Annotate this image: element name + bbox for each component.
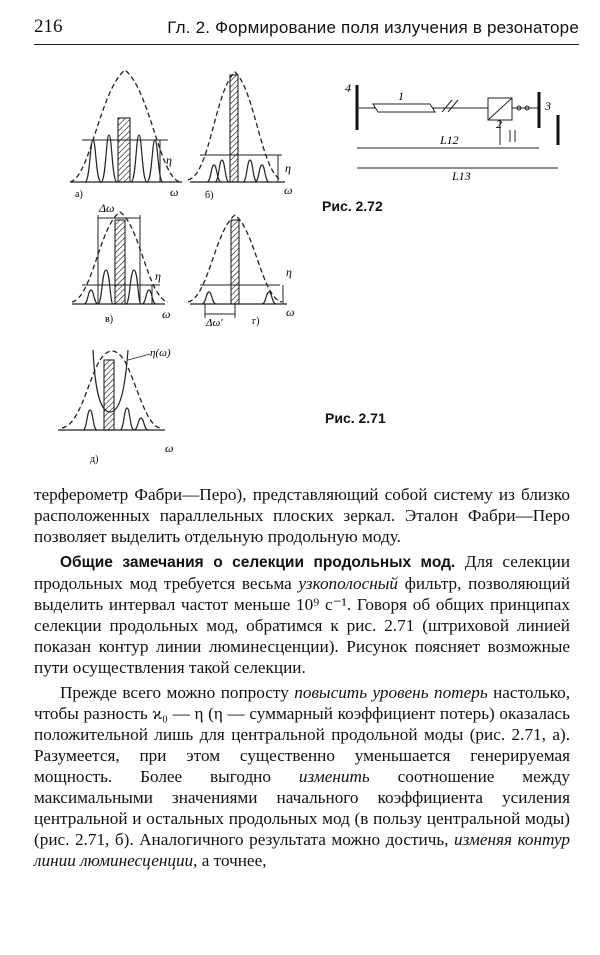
paragraph-3 — [34, 682, 570, 871]
eta-of-omega-label: η(ω) — [150, 347, 171, 359]
text-run: , а точнее, — [193, 851, 267, 870]
label-1: 1 — [398, 89, 404, 103]
panel-e-label: д) — [90, 454, 99, 465]
panel-a-label: а) — [75, 189, 83, 200]
label-l13: L13 — [452, 169, 471, 183]
delta-omega-prime-label: Δω′ — [206, 317, 223, 329]
page-number: 216 — [34, 16, 63, 37]
caption-fig-272: Рис. 2.72 — [322, 198, 383, 214]
eta-label: η — [166, 153, 172, 167]
emphasis: изменить — [298, 767, 370, 786]
text-run: настолько, чтобы разность ϰ₀ — η (η — суммарный коэффициент потерь) оказалась положительной лишь для центральной продольной моды (рис. 2.71, а). Разумеется, при этом существенно уменьшается генерируемая мощность. Более выгодно — [34, 683, 570, 786]
panel-c — [72, 201, 170, 325]
omega-label: ω — [284, 183, 293, 197]
panel-b — [188, 72, 292, 201]
paragraph-1: терферометр Фабри—Перо), представляющий собой систему из близко расположенных параллельных плоских зеркал. Эталон Фабри—Перо позволяет выделить отдельную продольную моду. — [34, 485, 570, 546]
text-run: соотношение между максимальными значениями начального коэффициента усиления центральной и остальных продольных мод (в пользу центральной моды) (рис. 2.71, б). Аналогичного результата можно достичь, — [34, 767, 571, 849]
eta-label: η — [285, 161, 291, 175]
caption-fig-271: Рис. 2.71 — [325, 410, 386, 426]
omega-label: ω — [162, 307, 171, 321]
panel-d — [188, 215, 294, 329]
eta-label: η — [155, 269, 161, 283]
label-2: 2 — [496, 117, 502, 131]
fig-272-schematic — [345, 81, 558, 183]
text-run: Прежде всего можно попросту — [60, 683, 289, 702]
body-text — [34, 484, 570, 871]
panel-b-label: б) — [205, 190, 214, 201]
label-3: 3 — [545, 99, 551, 113]
text-run: Для селекции продольных мод требуется весьма — [34, 552, 571, 593]
omega-label: ω — [170, 185, 179, 199]
label-l12: L12 — [440, 133, 459, 147]
delta-omega-label: Δω — [99, 201, 115, 215]
text-run: фильтр, позволяющий выделить интервал частот меньше 10⁹ с⁻¹. Говоря об общих принципах селекции продольных мод, обратимся к рис. 2.71 (штриховой линией показан контур линии люминесценции). Рисунок поясняет возможные пути осуществления такой селекции. — [34, 574, 571, 677]
emphasis: узкополосный — [298, 574, 399, 593]
panel-d-label: г) — [252, 316, 260, 327]
panel-e — [58, 347, 173, 465]
emphasis: изменяя контур линии люминесценции — [34, 830, 570, 870]
paragraph-2 — [34, 551, 570, 678]
label-4: 4 — [345, 81, 351, 95]
section-lead: Общие замечания о селекции продольных мод. — [60, 554, 456, 571]
omega-label: ω — [165, 441, 174, 455]
panel-c-label: в) — [105, 314, 114, 325]
panel-a — [70, 70, 182, 200]
running-head: Гл. 2. Формирование поля излучения в резонаторе — [167, 18, 579, 37]
omega-label: ω — [286, 305, 295, 319]
emphasis: повысить уровень потерь — [294, 683, 488, 702]
eta-label: η — [286, 265, 292, 279]
